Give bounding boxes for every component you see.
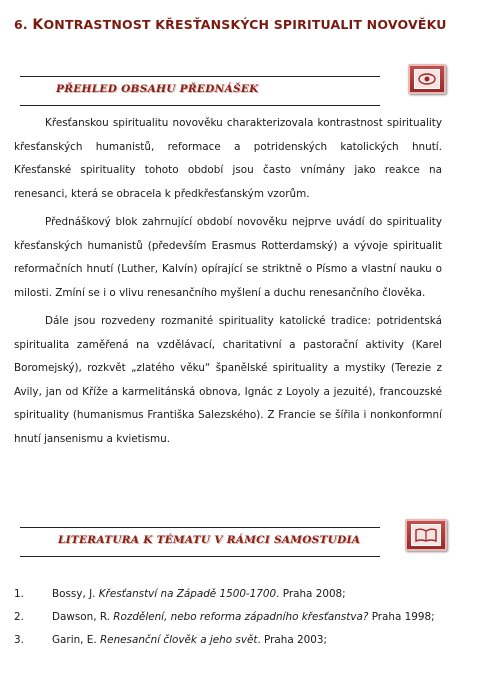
literature-list	[14, 583, 444, 652]
section-label-literature: LITERATURA K TÉMATU V RÁMCI SAMOSTUDIA	[58, 534, 361, 546]
section-header-literature	[20, 527, 380, 557]
chapter-title	[14, 17, 447, 33]
paragraph: Dále jsou rozvedeny rozmanité spirituality katolické tradice: potridentská spiritualita zaměřená na vzdělávací, charitativní a pastorační aktivity (Karel Boromejský), rozkvět „zlatého věku“ španělské spirituality a mystiky (Terezie z Avily, jan od Kříže a karmelitánská obnova, Ignác z Loyoly a jezuité), francouzské spirituality (humanismus Františka Salezského). Z Francie se šířila i nonkonformní hnutí jansenismu a kvietismu.	[14, 315, 442, 445]
chapter-title-rest: ONTRASTNOST KŘESŤANSKÝCH SPIRITUALIT NOVOVĚKU	[43, 17, 447, 32]
paragraph: Křesťanskou spiritualitu novověku charakterizovala kontrastnost spirituality křesťanských humanistů, reformace a potridenských katolických hnutí. Křesťanské spirituality tohoto období jsou často vnímány jako reakce na renesanci, která se obracela k předkřesťanským vzorům.	[14, 117, 442, 200]
list-item: 3. Garin, E. Renesanční člověk a jeho svět. Praha 2003;	[14, 634, 327, 646]
chapter-title-initial: K	[32, 17, 44, 33]
section-label-overview: PŘEHLED OBSAHU PŘEDNÁŠEK	[56, 83, 259, 95]
overview-text	[14, 112, 442, 456]
list-item: 1. Bossy, J. Křesťanství na Západě 1500-1700. Praha 2008;	[14, 588, 346, 600]
chapter-number: 6.	[14, 17, 28, 32]
list-item: 2. Dawson, R. Rozdělení, nebo reforma západního křesťanstva? Praha 1998;	[14, 611, 435, 623]
book-icon	[405, 519, 447, 551]
eye-icon	[408, 64, 446, 94]
section-header-overview	[20, 76, 380, 106]
paragraph: Přednáškový blok zahrnující období novověku nejprve uvádí do spirituality křesťanských humanistů (především Erasmus Rotterdamský) a vývoje spiritualit reformačních hnutí (Luther, Kalvín) opírající se striktně o Písmo a vlastní nauku o milosti. Zmíní se i o vlivu renesančního myšlení a duchu renesančního člověka.	[14, 216, 442, 299]
